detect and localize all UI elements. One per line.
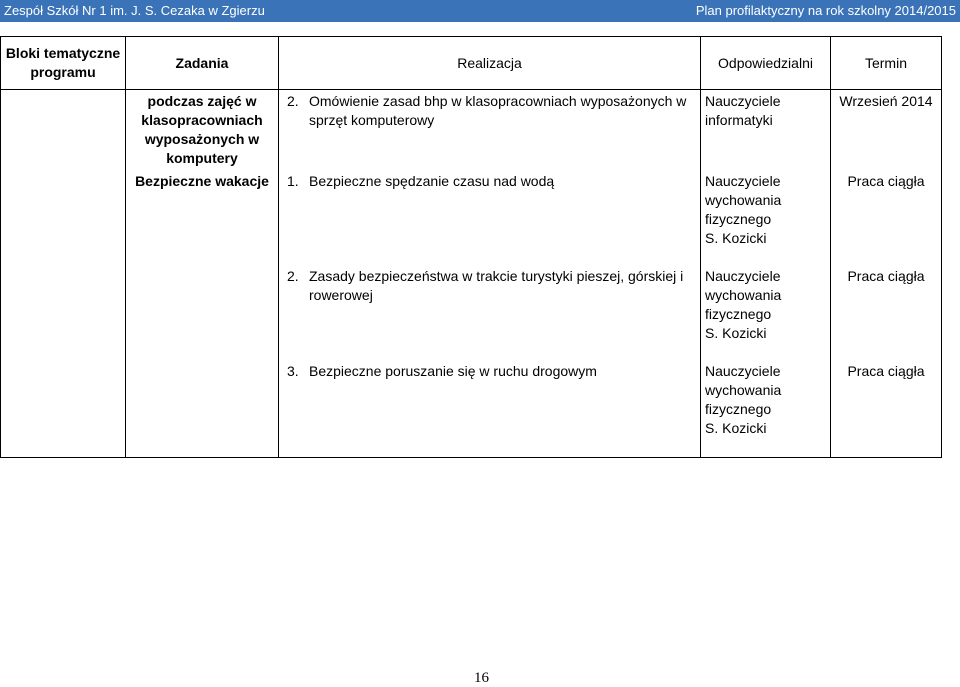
school-name: Zespół Szkół Nr 1 im. J. S. Cezaka w Zgierzu [4,3,265,18]
term-cell: Praca ciągła [831,265,942,360]
task-cell [126,360,279,457]
prevention-plan-table [0,36,942,458]
responsible-cell: Nauczyciele wychowania fizycznego S. Kozicki [701,360,831,457]
task-cell: Bezpieczne wakacje [126,170,279,265]
table-header-row [1,37,942,90]
task-cell: podczas zajęć w klasopracowniach wyposażonych w komputery [126,90,279,171]
table-row [1,360,942,457]
block-cell [1,90,126,171]
item-number: 2. [287,268,299,284]
realization-cell [279,265,701,360]
table-row [1,170,942,265]
item-text: Bezpieczne spędzanie czasu nad wodą [309,173,555,189]
page-number: 16 [474,670,489,686]
responsible-cell: Nauczyciele wychowania fizycznego S. Kozicki [701,265,831,360]
term-cell: Praca ciągła [831,170,942,265]
responsible-cell: Nauczyciele wychowania fizycznego S. Kozicki [701,170,831,265]
table-row [1,90,942,171]
column-header-blocks: Bloki tematyczne programu [1,37,126,90]
column-header-responsible: Odpowiedzialni [701,37,831,90]
item-text: Omówienie zasad bhp w klasopracowniach wyposażonych w sprzęt komputerowy [309,93,687,128]
realization-cell [279,360,701,457]
table-row [1,265,942,360]
block-cell [1,360,126,457]
column-header-term: Termin [831,37,942,90]
column-header-tasks: Zadania [126,37,279,90]
item-text: Zasady bezpieczeństwa w trakcie turystyki pieszej, górskiej i rowerowej [309,268,684,303]
page-header-bar [0,0,960,22]
realization-cell [279,170,701,265]
item-text: Bezpieczne poruszanie się w ruchu drogowym [309,363,597,379]
task-cell [126,265,279,360]
realization-cell [279,90,701,171]
item-number: 1. [287,173,299,189]
column-header-realization: Realizacja [279,37,701,90]
plan-title: Plan profilaktyczny na rok szkolny 2014/2015 [695,3,956,18]
item-number: 2. [287,93,299,109]
responsible-cell: Nauczyciele informatyki [701,90,831,171]
item-number: 3. [287,363,299,379]
term-cell: Praca ciągła [831,360,942,457]
block-cell [1,170,126,265]
block-cell [1,265,126,360]
term-cell: Wrzesień 2014 [831,90,942,171]
